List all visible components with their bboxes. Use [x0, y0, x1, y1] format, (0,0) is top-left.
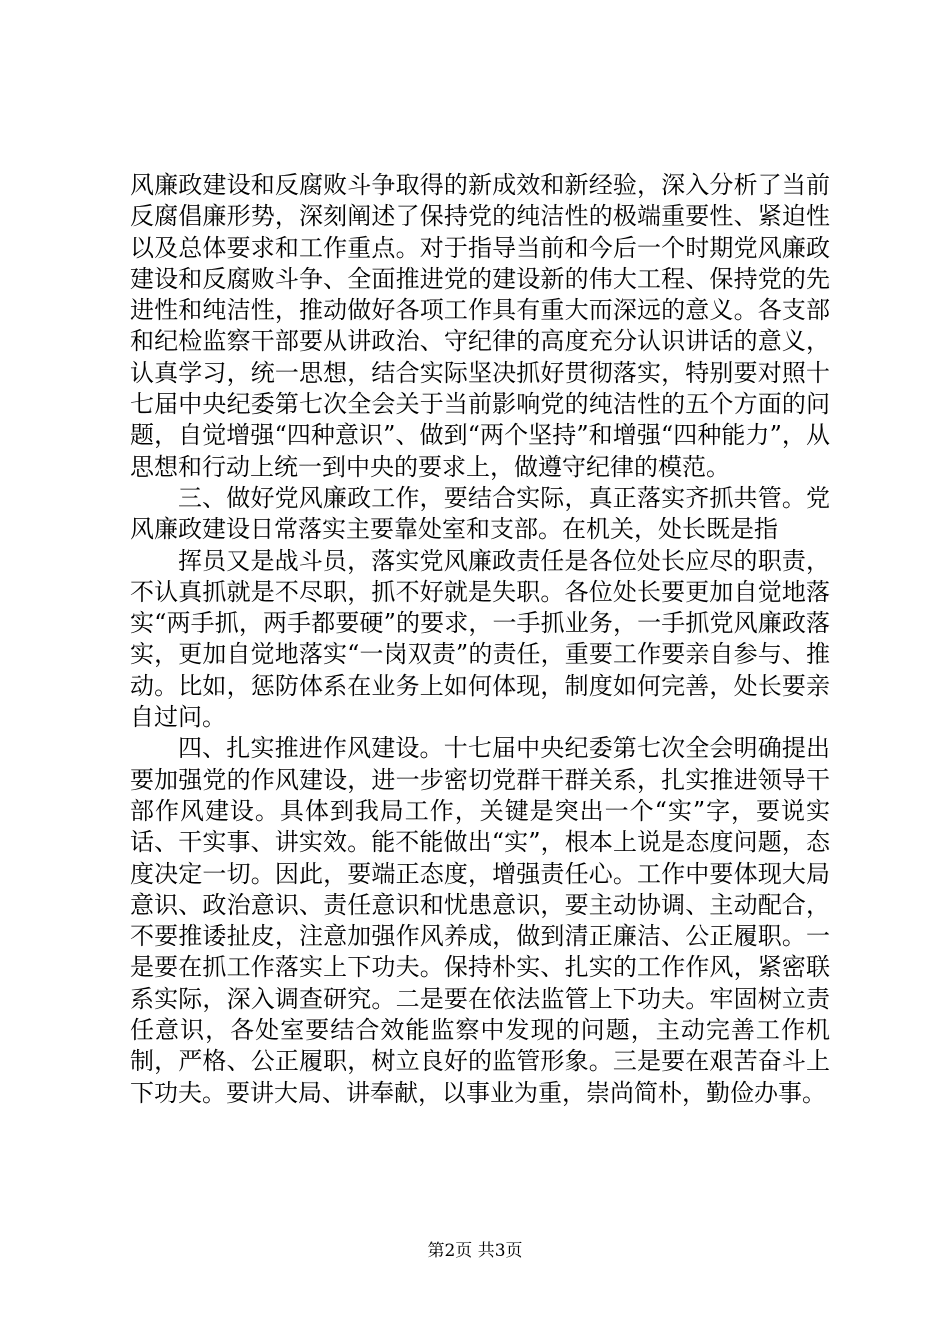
- page-footer: 第2页 共3页: [427, 1241, 523, 1261]
- paragraph-2: 三、做好党风廉政工作，要结合实际，真正落实齐抓共管。党风廉政建设日常落实主要靠处室和支部。在机关，处长既是指: [130, 483, 830, 544]
- paragraph-3: 挥员又是战斗员，落实党风廉政责任是各位处长应尽的职责，不认真抓就是不尽职，抓不好就是失职。各位处长要更加自觉地落实“两手抓，两手都要硬”的要求，一手抓业务，一手抓党风廉政落实，更加自觉地落实“一岗双责”的责任，重要工作要亲自参与、推动。比如，惩防体系在业务上如何体现，制度如何完善，处长要亲自过问。: [130, 546, 830, 732]
- paragraph-4: 四、扎实推进作风建设。十七届中央纪委第七次全会明确提出要加强党的作风建设，进一步密切党群干群关系，扎实推进领导干部作风建设。具体到我局工作，关键是突出一个“实”字，要说实话、干实事、讲实效。能不能做出“实”，根本上说是态度问题，态度决定一切。因此，要端正态度，增强责任心。工作中要体现大局意识、政治意识、责任意识和忧患意识，要主动协调、主动配合，不要推诿扯皮，注意加强作风养成，做到清正廉洁、公正履职。一是要在抓工作落实上下功夫。保持朴实、扎实的工作作风，紧密联系实际，深入调查研究。二是要在依法监管上下功夫。牢固树立责任意识，各处室要结合效能监察中发现的问题，主动完善工作机制，严格、公正履职，树立良好的监管形象。三是要在艰苦奋斗上下功夫。要讲大局、讲奉献，以事业为重，崇尚简朴，勤俭办事。: [130, 734, 830, 1107]
- document-body: [130, 170, 830, 1109]
- paragraph-1: 风廉政建设和反腐败斗争取得的新成效和新经验，深入分析了当前反腐倡廉形势，深刻阐述了保持党的纯洁性的极端重要性、紧迫性以及总体要求和工作重点。对于指导当前和今后一个时期党风廉政建设和反腐败斗争、全面推进党的建设新的伟大工程、保持党的先进性和纯洁性，推动做好各项工作具有重大而深远的意义。各支部和纪检监察干部要从讲政治、守纪律的高度充分认识讲话的意义，认真学习，统一思想，结合实际坚决抓好贯彻落实，特别要对照十七届中央纪委第七次全会关于当前影响党的纯洁性的五个方面的问题，自觉增强“四种意识”、做到“两个坚持”和增强“四种能力”，从思想和行动上统一到中央的要求上，做遵守纪律的模范。: [130, 171, 830, 481]
